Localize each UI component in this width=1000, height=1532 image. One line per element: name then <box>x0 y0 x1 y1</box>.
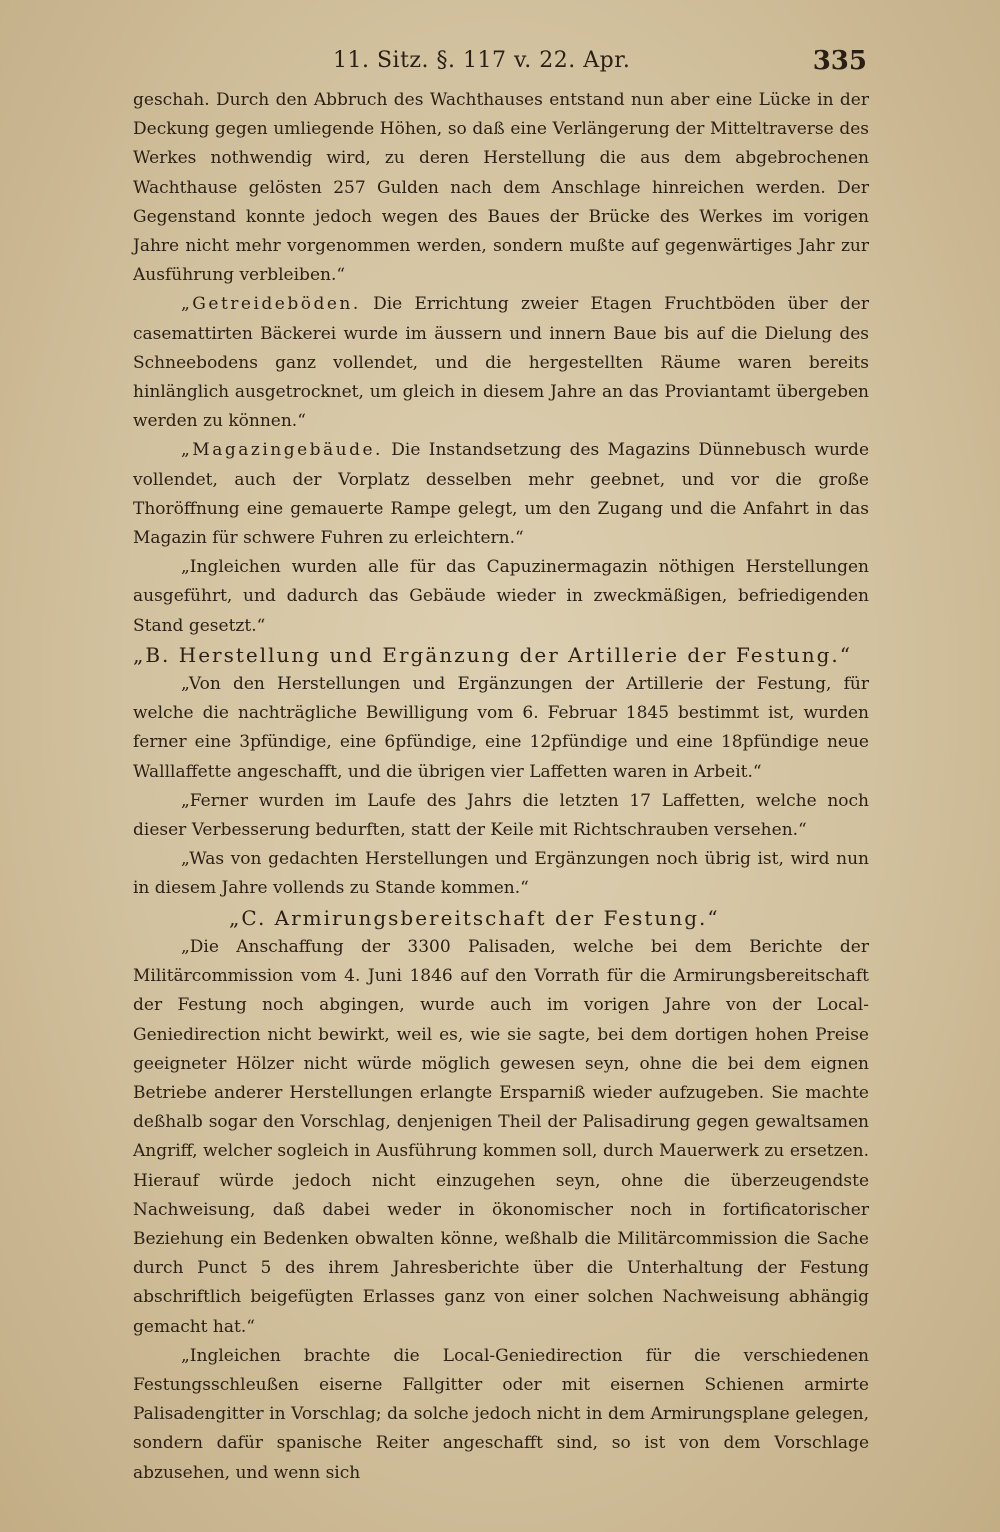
section-heading: „B. Herstellung und Ergänzung der Artillerie der Festung.“ <box>133 642 853 667</box>
section-lead-in: „Getreideböden. <box>181 294 361 315</box>
paragraph-text: Die Instandsetzung des Magazins Dünnebusch wurde vollendet, auch der Vorplatz desselben mehr geebnet, und vor die große Thoröffnung eine gemauerte Rampe gelegt, um den Zugang und die Anfahrt in das Magazin für schwere Fuhren zu erleichtern.“ <box>133 440 870 549</box>
page-number: 335 <box>812 46 867 76</box>
section-lead-in: „Magazingebäude. <box>181 440 383 461</box>
paragraph: „Von den Herstellungen und Ergänzungen der Artillerie der Festung, für welche die nachträgliche Bewilligung vom 6. Februar 1845 bestimmt ist, wurden ferner eine 3pfündige, eine 6pfündige, eine 12pfündige und eine 18pfündige neue Walllaffette angeschafft, und die übrigen vier Laffetten waren in Arbeit.“ <box>133 674 869 782</box>
page-header <box>133 42 869 82</box>
paragraph <box>133 436 869 553</box>
paragraph: „Die Anschaffung der 3300 Palisaden, welche bei dem Berichte der Militärcommission vom 4. Juni 1846 auf den Vorrath für die Armirungsbereitschaft der Festung noch abgingen, wurde auch im vorigen Jahre von der Local-Geniedirection nicht bewirkt, weil es, wie sie sagte, bei dem dortigen hohen Preise geeigneter Hölzer nicht würde möglich gewesen seyn, ohne die bei dem eignen Betriebe anderer Herstellungen erlangte Ersparniß wieder aufzugeben. Sie machte deßhalb sogar den Vorschlag, denjenigen Theil der Palisadirung gegen gewaltsamen Angriff, welcher sogleich in Ausführung kommen soll, durch Mauerwerk zu ersetzen. Hierauf würde jedoch nicht einzugehen seyn, ohne die überzeugendste Nachweisung, daß dabei weder in ökonomischer noch in fortificatorischer Beziehung ein Bedenken obwalten könne, weßhalb die Militärcommission die Sache durch Punct 5 des ihrem Jahresberichte über die Unterhaltung der Festung abschriftlich beigefügten Erlasses ganz von einer solchen Nachweisung abhängig gemacht hat.“ <box>133 936 869 1337</box>
paragraph: „Ingleichen brachte die Local-Geniedirection für die verschiedenen Festungsschleußen eiserne Fallgitter oder mit eisernen Schienen armirte Palisadengitter in Vorschlag; da solche jedoch nicht in dem Armirungsplane gelegen, sondern dafür spanische Reiter angeschafft sind, so ist von dem Vorschlage abzusehen, und wenn sich <box>133 1345 869 1483</box>
running-head: 11. Sitz. §. 117 v. 22. Apr. <box>333 48 631 73</box>
paragraph: „Ferner wurden im Laufe des Jahrs die letzten 17 Laffetten, welche noch dieser Verbesserung bedurften, statt der Keile mit Richtschrauben versehen.“ <box>133 790 869 841</box>
paragraph <box>133 290 869 436</box>
paragraph: „Ingleichen wurden alle für das Capuzinermagazin nöthigen Herstellungen ausgeführt, und dadurch das Gebäude wieder in zweckmäßigen, befriedigenden Stand gesetzt.“ <box>133 557 869 636</box>
paragraph: geschah. Durch den Abbruch des Wachthauses entstand nun aber eine Lücke in der Deckung gegen umliegende Höhen, so daß eine Verlängerung der Mitteltraverse des Werkes nothwendig wird, zu deren Herstellung die aus dem abgebrochenen Wachthause gelösten 257 Gulden nach dem Anschlage hinreichen werden. Der Gegenstand konnte jedoch wegen des Baues der Brücke des Werkes im vorigen Jahre nicht mehr vorgenommen werden, sondern mußte auf gegenwärtiges Jahr zur Ausführung verbleiben.“ <box>133 90 869 286</box>
body-text <box>133 86 869 1488</box>
paragraph: „Was von gedachten Herstellungen und Ergänzungen noch übrig ist, wird nun in diesem Jahre vollends zu Stande kommen.“ <box>133 849 869 899</box>
paragraph-text: Die Errichtung zweier Etagen Fruchtböden über der casemattirten Bäckerei wurde im äussern und innern Baue bis auf die Dielung des Schneebodens ganz vollendet, und die hergestellten Räume waren bereits hinlänglich ausgetrocknet, um gleich in diesem Jahre an das Proviantamt übergeben werden zu können.“ <box>133 294 869 432</box>
section-heading: „C. Armirungsbereitschaft der Festung.“ <box>229 905 720 930</box>
